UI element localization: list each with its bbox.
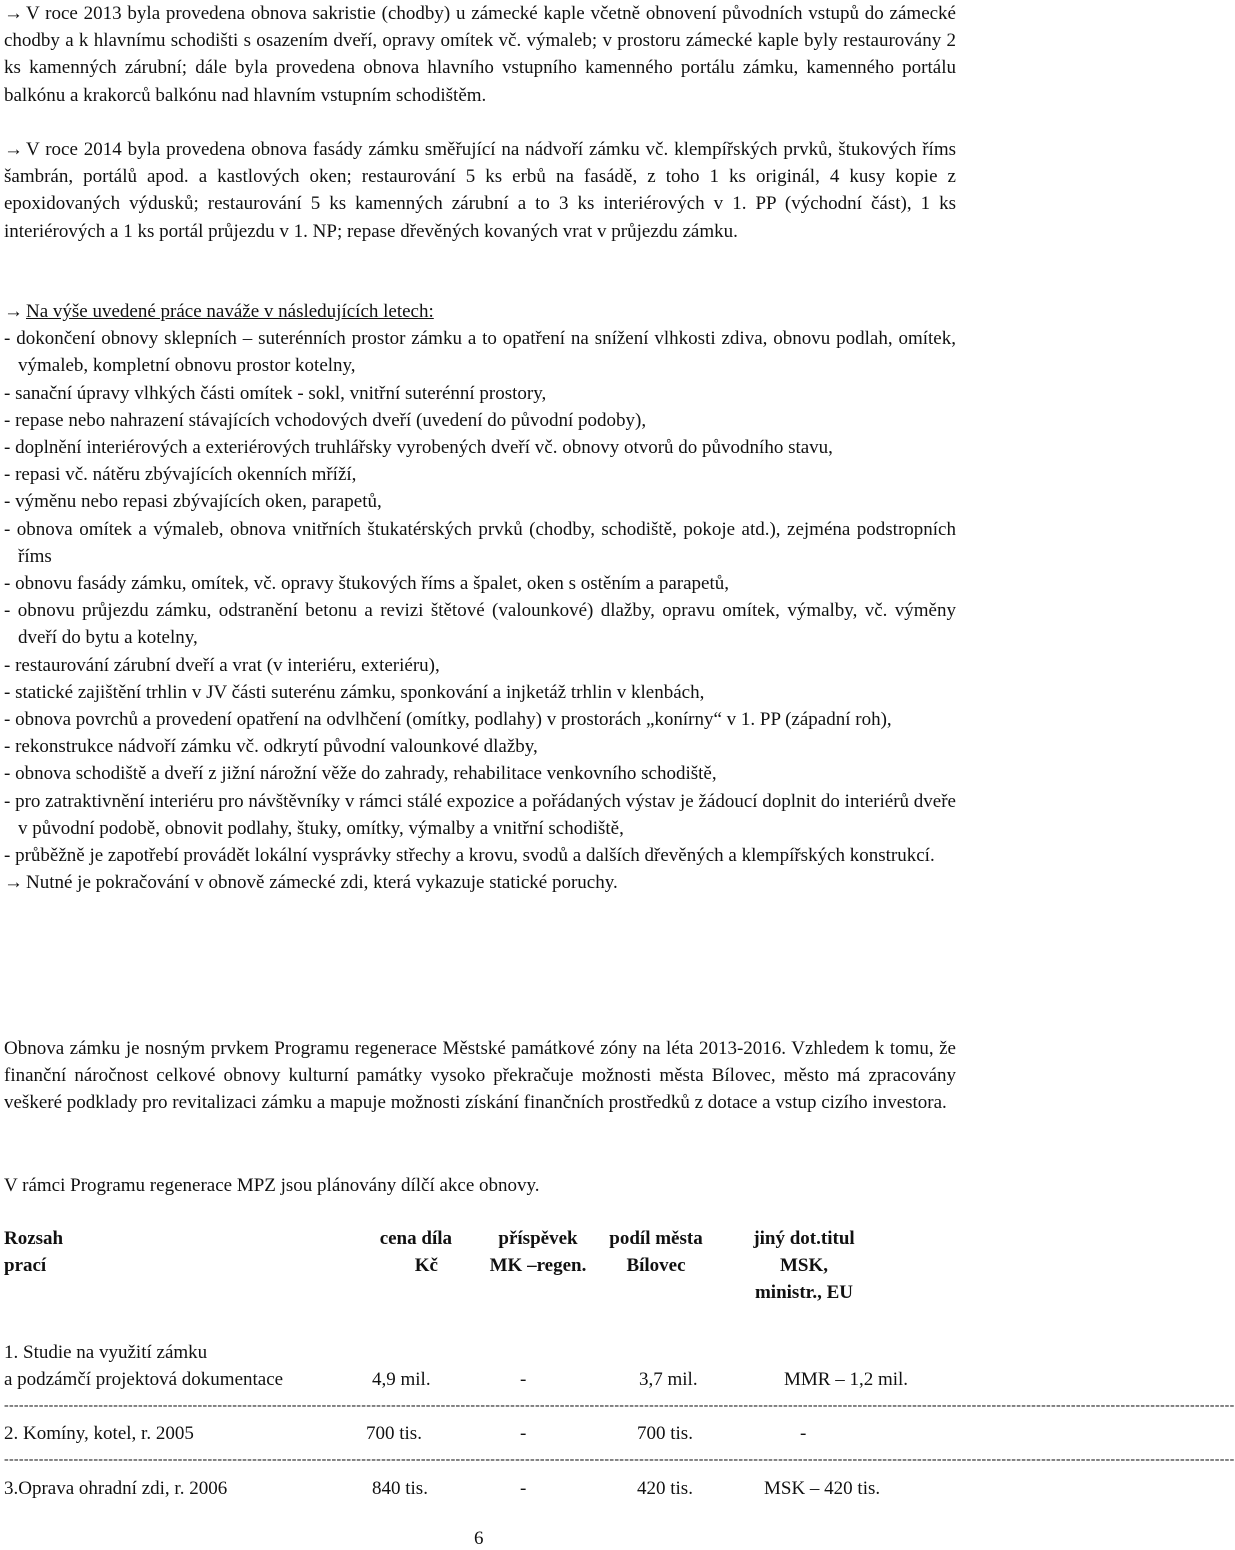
followup-list-item: - doplnění interiérových a exteriérových truhlářsky vyrobených dveří vč. obnovy otvorů do původního stavu,	[4, 437, 833, 459]
followup-list-item: - rekonstrukce nádvoří zámku vč. odkrytí původní valounkové dlažby,	[4, 736, 538, 758]
program-paragraph-1: Obnova zámku je nosným prvkem Programu regenerace Městské památkové zóny na léta 2013-2016. Vzhledem k tomu, že finanční náročnost celkové obnovy kulturní památky vysoko překračuje možnosti města Bílovec, město má zpracovány veškeré podklady pro revitalizaci zámku a mapuje možnosti získání finančních prostředků z dotace a vstup cizího investora.	[4, 1038, 956, 1114]
row-2-contribution: -	[520, 1423, 527, 1444]
row-1-scope: 1. Studie na využití zámku a podzámčí projektová dokumentace	[4, 1342, 284, 1390]
row-3-price: 840 tis.	[372, 1478, 428, 1499]
followup-list-item: - průběžně je zapotřebí provádět lokální vysprávky střechy a krovu, svodů a dalších dřevěných a klempířských konstrukcí.	[4, 845, 935, 867]
arrow-icon: →	[4, 139, 23, 160]
row-3-other-grant: MSK – 420 tis.	[764, 1478, 881, 1499]
arrow-icon: →	[4, 301, 23, 322]
followup-note: → Nutné je pokračování v obnově zámecké zdi, která vykazuje statické poruchy.	[4, 869, 956, 896]
followup-list	[4, 325, 956, 869]
followup-list-item: - obnovu fasády zámku, omítek, vč. opravy štukových říms a špalet, oken s ostěním a parapetů,	[4, 573, 729, 595]
intro-paragraph-1: → V roce 2013 byla provedena obnova sakristie (chodby) u zámecké kaple včetně obnovení původních vstupů do zámecké chodby a k hlavnímu schodišti s osazením dveří, opravy omítek vč. výmaleb; v prostoru zámecké kaple byly restaurovány 2 ks kamenných zárubní; dále byla provedena obnova hlavního vstupního kamenného portálu zámku, kamenného portálu balkónu a krakorců balkónu nad hlavním vstupním schodištěm.	[4, 0, 956, 109]
arrow-icon: →	[4, 872, 23, 894]
arrow-icon: →	[4, 3, 23, 24]
row-2-city-share: 700 tis.	[637, 1423, 693, 1444]
followup-list-item: - repase nebo nahrazení stávajících vchodových dveří (uvedení do původní podoby),	[4, 409, 647, 431]
followup-list-item: - obnova schodiště a dveří z jižní nárožní věže do zahrady, rehabilitace venkovního schodiště,	[4, 763, 717, 785]
costs-table	[4, 1225, 1235, 1515]
followup-list-item: - pro zatraktivnění interiéru pro návštěvníky v rámci stálé expozice a pořádaných výstav je žádoucí doplnit do interiérů dveře v původní podobě, obnovit podlahy, štuky, omítky, výmalby a vnitřní schodiště,	[4, 790, 956, 839]
followup-list-item: - obnova omítek a výmaleb, obnova vnitřních štukatérských prvků (chodby, schodiště, pokoje atd.), zejména podstropních říms	[4, 518, 956, 567]
followup-list-item: - výměnu nebo repasi zbývajících oken, parapetů,	[4, 491, 382, 513]
header-price: cena díla Kč	[379, 1228, 452, 1276]
row-2-other-grant: -	[800, 1423, 807, 1444]
row-3-city-share: 420 tis.	[637, 1478, 693, 1499]
row-2-scope: 2. Komíny, kotel, r. 2005	[4, 1423, 194, 1444]
row-1-price: 4,9 mil.	[372, 1369, 431, 1390]
header-city-share: podíl města Bílovec	[609, 1228, 703, 1276]
page-number: 6	[474, 1528, 484, 1549]
row-3-scope: 3.Oprava ohradní zdi, r. 2006	[4, 1478, 228, 1499]
intro-paragraph-2: → V roce 2014 byla provedena obnova fasády zámku směřující na nádvoří zámku vč. klempířských prvků, štukových říms šambrán, portálů apod. a kastlových oken; restaurování 5 ks erbů na fasádě, z toho 1 ks originál, 4 kusy kopie z epoxidovaných výdusků; restaurování 5 ks kamenných zárubní a to 3 ks interiérových v 1. PP (východní část), 1 ks interiérových a 1 ks portál průjezdu v 1. NP; repase dřevěných kovaných vrat v průjezdu zámku.	[4, 136, 956, 245]
row-1-other-grant: MMR – 1,2 mil.	[784, 1369, 909, 1390]
program-paragraph-2: V rámci Programu regenerace MPZ jsou plánovány dílčí akce obnovy.	[4, 1175, 540, 1196]
followup-list-item: - statické zajištění trhlin v JV části suterénu zámku, sponkování a injketáž trhlin v klenbách,	[4, 681, 705, 703]
followup-heading: → Na výše uvedené práce naváže v následujících letech:	[4, 298, 956, 325]
followup-list-item: - restaurování zárubní dveří a vrat (v interiéru, exteriéru),	[4, 654, 440, 676]
followup-list-item: - sanační úpravy vlhkých části omítek - sokl, vnitřní suterénní prostory,	[4, 382, 547, 404]
followup-list-item: - repasi vč. nátěru zbývajících okenních mříží,	[4, 464, 357, 486]
row-separator: --------------------------------------------------------------------------------------------------------------------------------------------------------------------------------------------------------------------------------------------------------	[4, 1398, 1235, 1413]
followup-section	[4, 298, 956, 896]
followup-list-item: - obnova povrchů a provedení opatření na odvlhčení (omítky, podlahy) v prostorách „konírny“ v 1. PP (západní roh),	[4, 709, 892, 731]
row-1-contribution: -	[520, 1369, 527, 1390]
followup-list-item: - obnovu průjezdu zámku, odstranění betonu a revizi štětové (valounkové) dlažby, opravu omítek, výmalby, vč. výměny dveří do bytu a kotelny,	[4, 600, 956, 649]
header-contribution: příspěvek MK –regen.	[489, 1228, 587, 1276]
row-2-price: 700 tis.	[366, 1423, 422, 1444]
header-scope: Rozsah prací	[4, 1228, 64, 1276]
row-3-contribution: -	[520, 1478, 527, 1499]
row-1-city-share: 3,7 mil.	[639, 1369, 698, 1390]
row-separator: --------------------------------------------------------------------------------------------------------------------------------------------------------------------------------------------------------------------------------------------------------	[4, 1452, 1235, 1467]
followup-list-item: - dokončení obnovy sklepních – suterénních prostor zámku a to opatření na snížení vlhkosti zdiva, obnovu podlah, omítek, výmaleb, kompletní obnovu prostor kotelny,	[4, 328, 956, 377]
header-other-grant: jiný dot.titul MSK, ministr., EU	[753, 1228, 855, 1303]
